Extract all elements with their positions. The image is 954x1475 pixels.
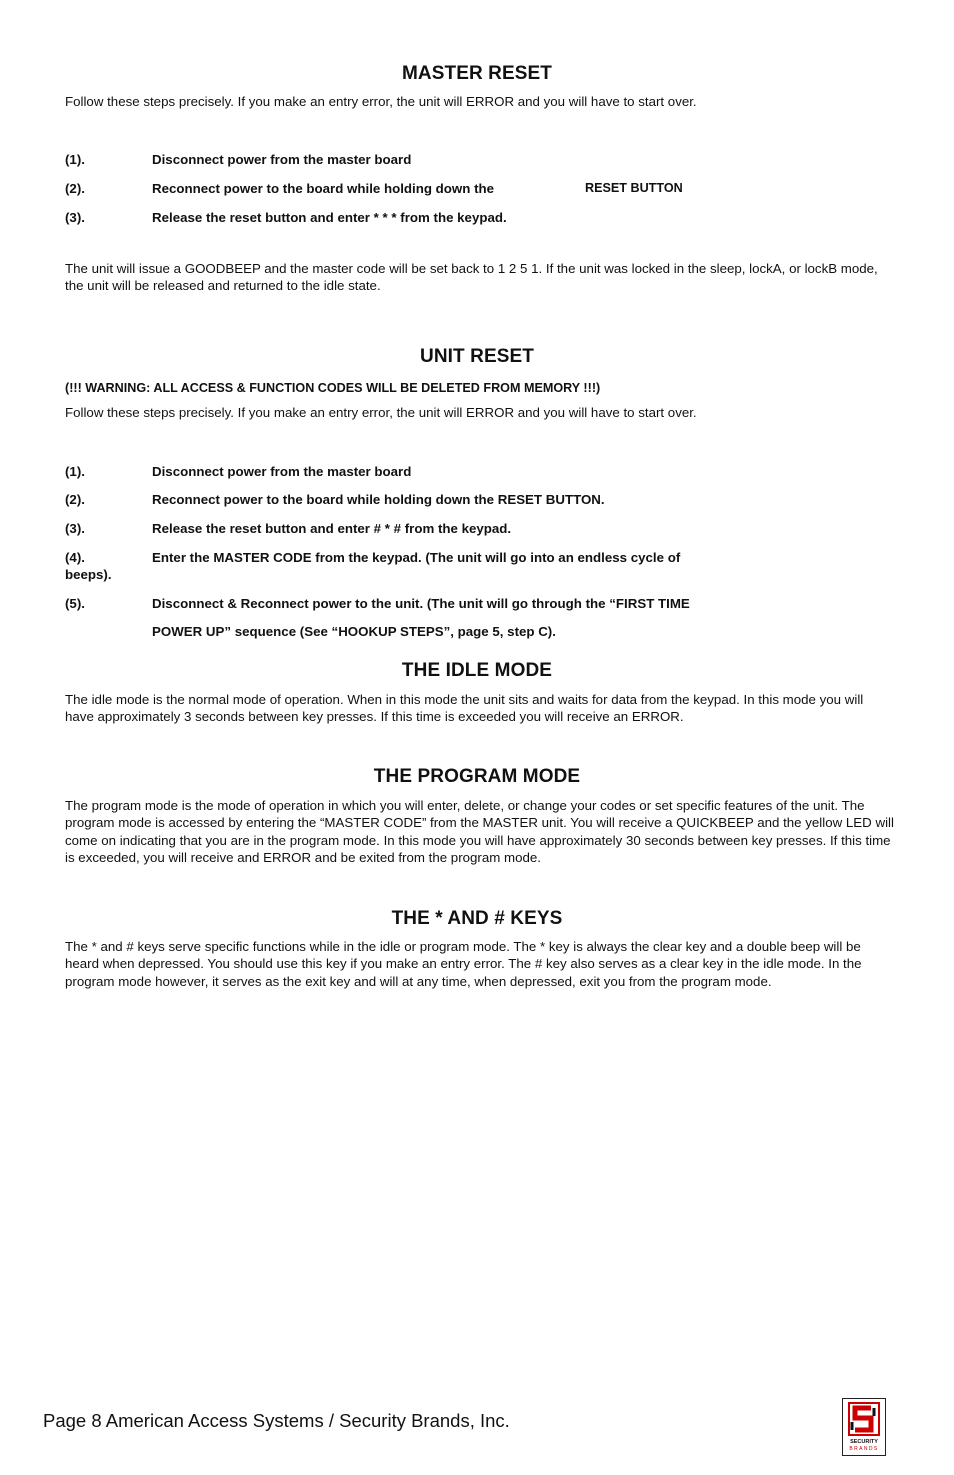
step-text: Enter the MASTER CODE from the keypad. (The unit will go into an endless cycle of — [152, 550, 681, 565]
security-brands-logo — [842, 1398, 886, 1456]
unit-reset-warning: (!!! WARNING: ALL ACCESS & FUNCTION CODES WILL BE DELETED FROM MEMORY !!!) — [65, 381, 601, 395]
master-reset-result: The unit will issue a GOODBEEP and the master code will be set back to 1 2 5 1. If the unit was locked in the sleep, lockA, or lockB mode, the unit will be released and returned to the idle state. — [65, 261, 878, 294]
step-number: (5). — [65, 596, 85, 611]
step-text: Disconnect & Reconnect power to the unit. (The unit will go through the “FIRST TIME — [152, 596, 690, 611]
step-text: Disconnect power from the master board — [152, 464, 412, 479]
idle-mode-body: The idle mode is the normal mode of operation. When in this mode the unit sits and waits for data from the keypad. In this mode you will have approximately 3 seconds between key presses. If this time is exceeded you will receive an ERROR. — [65, 692, 864, 725]
master-reset-intro: Follow these steps precisely. If you make an entry error, the unit will ERROR and you will have to start over. — [65, 94, 697, 109]
unit-reset-intro: Follow these steps precisely. If you make an entry error, the unit will ERROR and you will have to start over. — [65, 405, 697, 420]
idle-mode-heading: THE IDLE MODE — [401, 660, 553, 681]
unit-reset-heading: UNIT RESET — [420, 346, 534, 367]
logo-text-brands: BRANDS — [849, 1446, 879, 1452]
step-text-continued: POWER UP” sequence (See “HOOKUP STEPS”, page 5, step C). — [152, 624, 556, 639]
logo-mark-icon — [843, 1399, 885, 1439]
reset-button-label: RESET BUTTON — [585, 181, 683, 195]
master-reset-heading: MASTER RESET — [401, 63, 553, 84]
step-text: Release the reset button and enter # * # from the keypad. — [152, 521, 512, 536]
step-text: Release the reset button and enter * * * from the keypad. — [152, 210, 507, 225]
step-number: (4). — [65, 550, 85, 565]
step-number: (3). — [65, 210, 85, 225]
step-text-wrap: beeps). — [65, 567, 112, 582]
step-number: (1). — [65, 152, 85, 167]
step-text: Disconnect power from the master board — [152, 152, 412, 167]
step-text: Reconnect power to the board while holding down the RESET BUTTON. — [152, 492, 605, 507]
step-text: Reconnect power to the board while holding down the — [152, 181, 495, 196]
keys-heading: THE * AND # KEYS — [391, 908, 563, 929]
step-number: (1). — [65, 464, 85, 479]
step-number: (3). — [65, 521, 85, 536]
logo-text-security: SECURITY — [850, 1439, 878, 1445]
step-number: (2). — [65, 492, 85, 507]
keys-body: The * and # keys serve specific functions while in the idle or program mode. The * key is always the clear key and a double beep will be heard when depressed. You should use this key if you make an entry error. The # key also serves as a clear key in the idle mode. In the program mode however, it serves as the exit key and will at any time, when depressed, exit you from the program mode. — [65, 939, 862, 989]
step-number: (2). — [65, 181, 85, 196]
page-footer: Page 8 American Access Systems / Security Brands, Inc. — [43, 1410, 510, 1431]
program-mode-heading: THE PROGRAM MODE — [373, 766, 581, 787]
program-mode-body: The program mode is the mode of operation in which you will enter, delete, or change your codes or set specific features of the unit. The program mode is accessed by entering the “MASTER CODE” from the MASTER unit. You will receive a QUICKBEEP and the yellow LED will come on indicating that you are in the program mode. In this mode you will have approximately 30 seconds between key presses. If this time is exceeded, you will receive and ERROR and be exited from the program mode. — [65, 798, 894, 865]
